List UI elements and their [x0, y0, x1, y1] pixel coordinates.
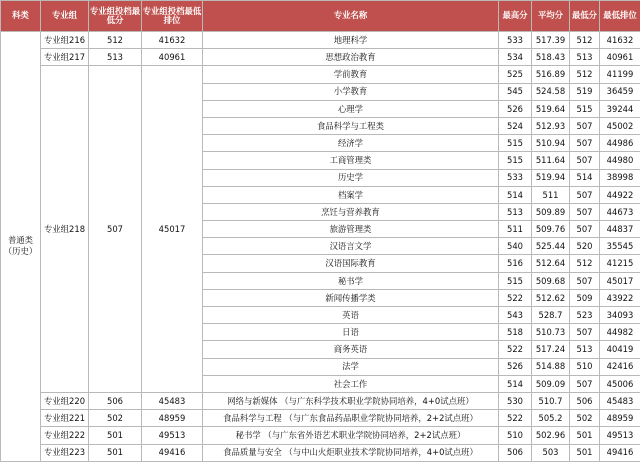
group-min-rank-cell: 41632	[142, 32, 203, 49]
min-rank-cell: 43922	[600, 289, 640, 306]
max-score-cell: 514	[499, 186, 532, 203]
min-score-cell: 507	[570, 324, 600, 341]
avg-score-cell: 514.88	[532, 358, 570, 375]
min-rank-cell: 44922	[600, 186, 640, 203]
min-score-cell: 507	[570, 272, 600, 289]
group-min-rank-cell: 45483	[142, 392, 203, 409]
header-group-min-score: 专业组投档最低分	[89, 1, 142, 32]
min-rank-cell: 44673	[600, 203, 640, 220]
min-rank-cell: 44982	[600, 324, 640, 341]
min-score-cell: 507	[570, 117, 600, 134]
avg-score-cell: 509.76	[532, 221, 570, 238]
table-row	[1, 49, 640, 66]
max-score-cell: 518	[499, 324, 532, 341]
header-min-score: 最低分	[570, 1, 600, 32]
min-rank-cell: 35545	[600, 238, 640, 255]
max-score-cell: 511	[499, 221, 532, 238]
min-rank-cell: 34093	[600, 307, 640, 324]
header-min-rank: 最低排位	[600, 1, 640, 32]
min-score-cell: 520	[570, 238, 600, 255]
avg-score-cell: 517.24	[532, 341, 570, 358]
major-name-cell: 英语	[203, 307, 499, 324]
avg-score-cell: 512.93	[532, 117, 570, 134]
avg-score-cell: 525.44	[532, 238, 570, 255]
major-name-cell: 思想政治教育	[203, 49, 499, 66]
major-name-cell: 小学教育	[203, 83, 499, 100]
min-score-cell: 513	[570, 341, 600, 358]
table-row	[1, 410, 640, 427]
min-rank-cell: 40419	[600, 341, 640, 358]
max-score-cell: 524	[499, 117, 532, 134]
min-rank-cell: 49416	[600, 444, 640, 461]
group-min-rank-cell: 40961	[142, 49, 203, 66]
category-cell: 普通类（历史）	[1, 32, 41, 462]
major-name-cell: 食品质量与安全 （与中山火炬职业技术学院协同培养，4+0试点班）	[203, 444, 499, 461]
major-name-cell: 档案学	[203, 186, 499, 203]
min-score-cell: 512	[570, 255, 600, 272]
min-score-cell: 502	[570, 410, 600, 427]
min-rank-cell: 41215	[600, 255, 640, 272]
min-score-cell: 523	[570, 307, 600, 324]
avg-score-cell: 512.64	[532, 255, 570, 272]
min-score-cell: 507	[570, 186, 600, 203]
min-score-cell: 507	[570, 152, 600, 169]
avg-score-cell: 510.7	[532, 392, 570, 409]
group-cell: 专业组217	[41, 49, 89, 66]
min-score-cell: 501	[570, 444, 600, 461]
min-rank-cell: 40961	[600, 49, 640, 66]
max-score-cell: 522	[499, 289, 532, 306]
min-rank-cell: 42416	[600, 358, 640, 375]
header-row	[1, 1, 640, 32]
max-score-cell: 534	[499, 49, 532, 66]
max-score-cell: 513	[499, 203, 532, 220]
header-group-min-rank: 专业组投档最低排位	[142, 1, 203, 32]
table-row	[1, 32, 640, 49]
major-name-cell: 秘书学 （与广东省外语艺术职业学院协同培养，2+2试点班）	[203, 427, 499, 444]
min-rank-cell: 38998	[600, 169, 640, 186]
major-name-cell: 学前教育	[203, 66, 499, 83]
group-min-score-cell: 502	[89, 410, 142, 427]
major-name-cell: 网络与新媒体 （与广东科学技术职业学院协同培养，4+0试点班）	[203, 392, 499, 409]
major-name-cell: 烹饪与营养教育	[203, 203, 499, 220]
group-min-rank-cell: 45017	[142, 66, 203, 393]
table-row	[1, 392, 640, 409]
group-cell: 专业组222	[41, 427, 89, 444]
min-rank-cell: 39244	[600, 100, 640, 117]
avg-score-cell: 528.7	[532, 307, 570, 324]
major-name-cell: 法学	[203, 358, 499, 375]
max-score-cell: 540	[499, 238, 532, 255]
min-rank-cell: 45006	[600, 375, 640, 392]
major-name-cell: 心理学	[203, 100, 499, 117]
min-rank-cell: 36459	[600, 83, 640, 100]
max-score-cell: 515	[499, 152, 532, 169]
max-score-cell: 543	[499, 307, 532, 324]
min-rank-cell: 41632	[600, 32, 640, 49]
max-score-cell: 516	[499, 255, 532, 272]
max-score-cell: 526	[499, 100, 532, 117]
group-min-rank-cell: 48959	[142, 410, 203, 427]
major-name-cell: 汉语言文学	[203, 238, 499, 255]
header-major-name: 专业名称	[203, 1, 499, 32]
avg-score-cell: 519.94	[532, 169, 570, 186]
group-min-rank-cell: 49513	[142, 427, 203, 444]
avg-score-cell: 516.89	[532, 66, 570, 83]
avg-score-cell: 510.73	[532, 324, 570, 341]
max-score-cell: 522	[499, 341, 532, 358]
major-name-cell: 秘书学	[203, 272, 499, 289]
table-row	[1, 66, 640, 83]
group-cell: 专业组218	[41, 66, 89, 393]
avg-score-cell: 512.62	[532, 289, 570, 306]
min-score-cell: 510	[570, 358, 600, 375]
min-rank-cell: 41199	[600, 66, 640, 83]
min-score-cell: 513	[570, 49, 600, 66]
group-cell: 专业组221	[41, 410, 89, 427]
max-score-cell: 533	[499, 32, 532, 49]
group-min-score-cell: 506	[89, 392, 142, 409]
max-score-cell: 515	[499, 272, 532, 289]
avg-score-cell: 524.58	[532, 83, 570, 100]
min-score-cell: 507	[570, 375, 600, 392]
major-name-cell: 经济学	[203, 135, 499, 152]
min-score-cell: 515	[570, 100, 600, 117]
avg-score-cell: 511	[532, 186, 570, 203]
max-score-cell: 526	[499, 358, 532, 375]
avg-score-cell: 519.64	[532, 100, 570, 117]
max-score-cell: 506	[499, 444, 532, 461]
avg-score-cell: 518.43	[532, 49, 570, 66]
max-score-cell: 514	[499, 375, 532, 392]
major-name-cell: 地理科学	[203, 32, 499, 49]
min-rank-cell: 45017	[600, 272, 640, 289]
min-score-cell: 507	[570, 221, 600, 238]
header-avg-score: 平均分	[532, 1, 570, 32]
max-score-cell: 522	[499, 410, 532, 427]
max-score-cell: 510	[499, 427, 532, 444]
min-rank-cell: 48959	[600, 410, 640, 427]
min-score-cell: 506	[570, 392, 600, 409]
major-name-cell: 日语	[203, 324, 499, 341]
avg-score-cell: 517.39	[532, 32, 570, 49]
min-score-cell: 507	[570, 135, 600, 152]
min-score-cell: 514	[570, 169, 600, 186]
group-min-score-cell: 512	[89, 32, 142, 49]
group-cell: 专业组223	[41, 444, 89, 461]
header-category: 科类	[1, 1, 41, 32]
major-name-cell: 食品科学与工程类	[203, 117, 499, 134]
group-min-score-cell: 513	[89, 49, 142, 66]
min-rank-cell: 45483	[600, 392, 640, 409]
min-score-cell: 512	[570, 66, 600, 83]
major-name-cell: 社会工作	[203, 375, 499, 392]
min-rank-cell: 44837	[600, 221, 640, 238]
min-score-cell: 519	[570, 83, 600, 100]
min-score-cell: 501	[570, 427, 600, 444]
major-name-cell: 汉语国际教育	[203, 255, 499, 272]
max-score-cell: 530	[499, 392, 532, 409]
table-body	[1, 32, 640, 462]
max-score-cell: 545	[499, 83, 532, 100]
max-score-cell: 525	[499, 66, 532, 83]
major-name-cell: 食品科学与工程 （与广东食品药品职业学院协同培养，2+2试点班）	[203, 410, 499, 427]
avg-score-cell: 509.09	[532, 375, 570, 392]
min-score-cell: 512	[570, 32, 600, 49]
min-rank-cell: 45002	[600, 117, 640, 134]
avg-score-cell: 509.68	[532, 272, 570, 289]
major-name-cell: 商务英语	[203, 341, 499, 358]
group-cell: 专业组220	[41, 392, 89, 409]
table-row	[1, 427, 640, 444]
major-name-cell: 历史学	[203, 169, 499, 186]
min-rank-cell: 49513	[600, 427, 640, 444]
major-name-cell: 新闻传播学类	[203, 289, 499, 306]
group-min-score-cell: 507	[89, 66, 142, 393]
major-name-cell: 工商管理类	[203, 152, 499, 169]
group-min-score-cell: 501	[89, 444, 142, 461]
avg-score-cell: 509.89	[532, 203, 570, 220]
avg-score-cell: 502.96	[532, 427, 570, 444]
avg-score-cell: 505.2	[532, 410, 570, 427]
min-score-cell: 507	[570, 203, 600, 220]
group-min-score-cell: 501	[89, 427, 142, 444]
group-min-rank-cell: 49416	[142, 444, 203, 461]
header-max-score: 最高分	[499, 1, 532, 32]
min-rank-cell: 44986	[600, 135, 640, 152]
group-cell: 专业组216	[41, 32, 89, 49]
header-group: 专业组	[41, 1, 89, 32]
avg-score-cell: 510.94	[532, 135, 570, 152]
avg-score-cell: 503	[532, 444, 570, 461]
avg-score-cell: 511.64	[532, 152, 570, 169]
min-score-cell: 509	[570, 289, 600, 306]
min-rank-cell: 44980	[600, 152, 640, 169]
max-score-cell: 515	[499, 135, 532, 152]
max-score-cell: 533	[499, 169, 532, 186]
major-name-cell: 旅游管理类	[203, 221, 499, 238]
